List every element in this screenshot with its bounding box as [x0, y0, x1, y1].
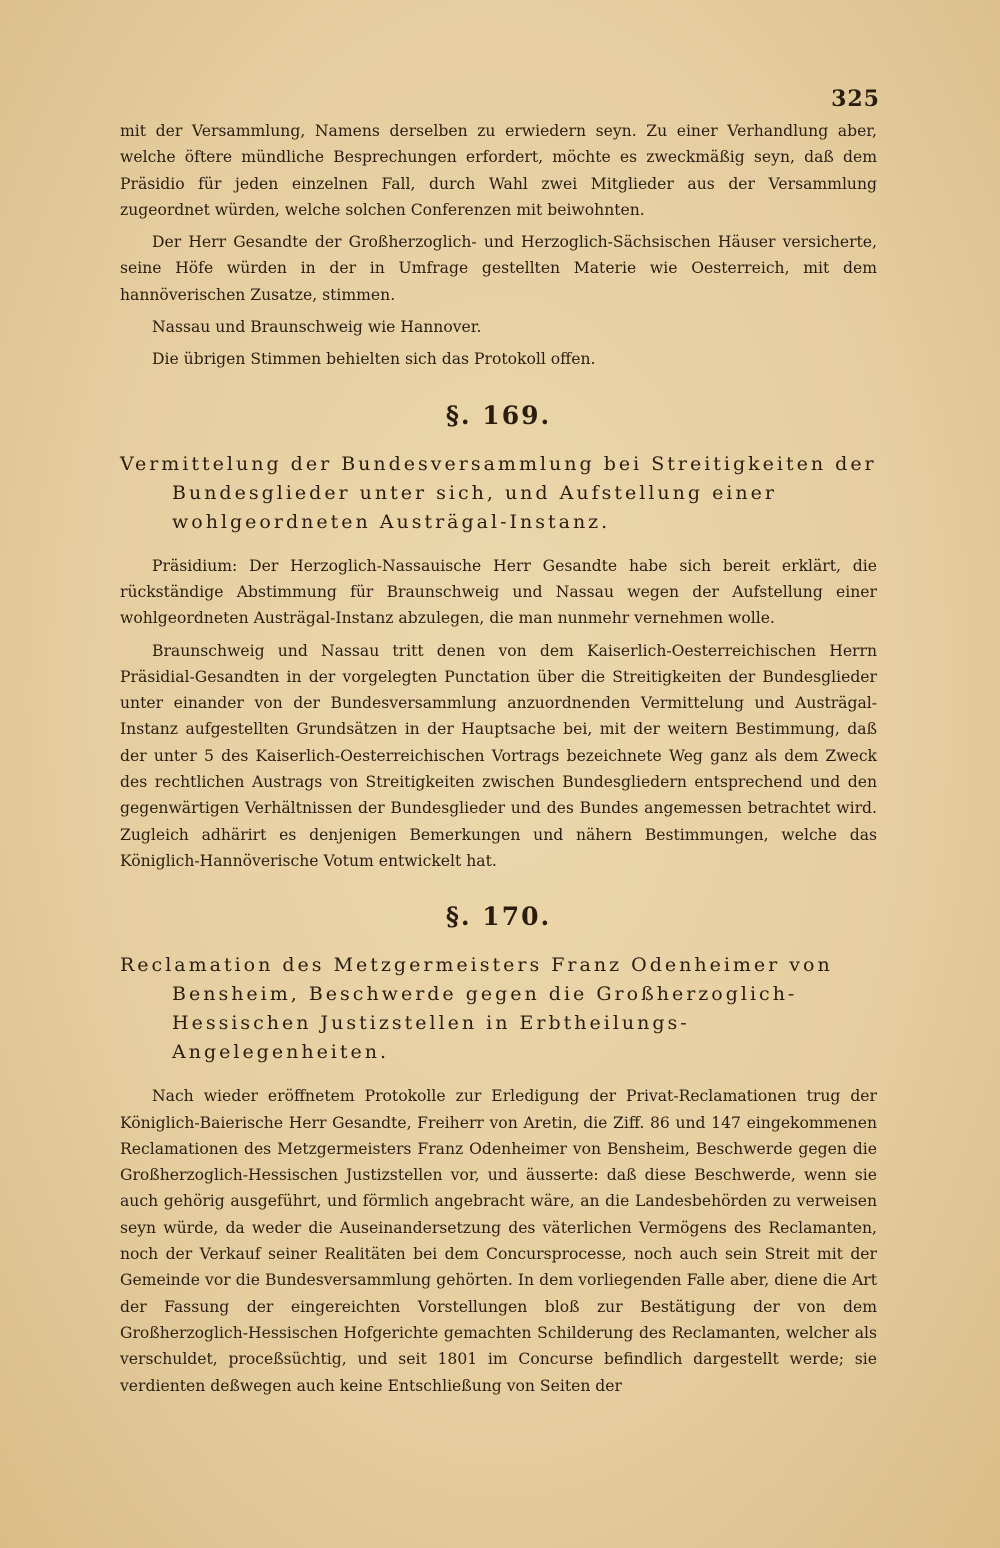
- page-content: [120, 118, 877, 1399]
- section-169-title: Vermittelung der Bundesversammlung bei Streitigkeiten der Bundesglieder unter sich, und Aufstellung einer wohlgeordneten Austrägal-Instanz.: [120, 452, 877, 533]
- paragraph-saxon-vote: Der Herr Gesandte der Großherzoglich- und Herzoglich-Sächsischen Häuser versicherte, seine Höfe würden in der in Umfrage gestellten Materie wie Oesterreich, mit dem hannöverischen Zusatze, stimmen.: [120, 233, 877, 304]
- paragraph-remaining-votes: Die übrigen Stimmen behielten sich das Protokoll offen.: [152, 350, 596, 369]
- paragraph-continuation: mit der Versammlung, Namens derselben zu erwiedern seyn. Zu einer Verhandlung aber, welche öftere mündliche Besprechungen erfordert, möchte es zweckmäßig seyn, daß dem Präsidio für jeden einzelnen Fall, durch Wahl zwei Mitglieder aus der Versammlung zugeordnet würden, welche solchen Conferenzen mit beiwohnten.: [120, 122, 877, 219]
- section-169-paragraph-braunschweig: Braunschweig und Nassau tritt denen von dem Kaiserlich-Oesterreichischen Herrn Präsidial-Gesandten in der vorgelegten Punctation über die Streitigkeiten der Bundesglieder unter einander von der Bundesversammlung anzuordnenden Vermittelung und Austrägal-Instanz aufgestellten Grundsätzen in der Hauptsache bei, mit der weitern Bestimmung, daß der unter 5 des Kaiserlich-Oesterreichischen Vortrags bezeichnete Weg ganz als dem Zweck des rechtlichen Austrags von Streitigkeiten zwischen Bundesgliedern entsprechend und den gegenwärtigen Verhältnissen der Bundesglieder und des Bundes angemessen betrachtet wird. Zugleich adhärirt es denjenigen Bemerkungen und nähern Bestimmungen, welche das Königlich-Hannöverische Votum entwickelt hat.: [120, 641, 877, 870]
- section-169-mark: §. 169.: [445, 400, 552, 430]
- section-170-paragraph-reclamation: Nach wieder eröffnetem Protokolle zur Erledigung der Privat-Reclamationen trug der Königlich-Baierische Herr Gesandte, Freiherr von Aretin, die Ziff. 86 und 147 eingekommenen Reclamationen des Metzgermeisters Franz Odenheimer von Bensheim, Beschwerde gegen die Großherzoglich-Hessischen Justizstellen vor, und äusserte: daß diese Beschwerde, wenn sie auch gehörig ausgeführt, und förmlich angebracht wäre, an die Landesbehörden zu verweisen seyn würde, da weder die Auseinandersetzung des väterlichen Vermögens des Reclamanten, noch der Verkauf seiner Realitäten bei dem Concursprocesse, noch auch sein Streit mit der Gemeinde vor die Bundesversammlung gehörten. In dem vorliegenden Falle aber, diene die Art der Fassung der eingereichten Vorstellungen bloß zur Bestätigung der von dem Großherzoglich-Hessischen Hofgerichte gemachten Schilderung des Reclamanten, welcher als verschuldet, proceßsüchtig, und seit 1801 im Concurse befindlich dargestellt werde; sie verdienten deßwegen auch keine Entschließung von Seiten der: [120, 1087, 877, 1395]
- section-170-title: Reclamation des Metzgermeisters Franz Odenheimer von Bensheim, Beschwerde gegen die Großherzoglich-Hessischen Justizstellen in Erbtheilungs-Angelegenheiten.: [120, 954, 833, 1064]
- page-number: 325: [831, 86, 880, 112]
- section-169-paragraph-presidium: Präsidium: Der Herzoglich-Nassauische Herr Gesandte habe sich bereit erklärt, die rückständige Abstimmung für Braunschweig und Nassau wegen der Aufstellung einer wohlgeordneten Austrägal-Instanz abzulegen, die man nunmehr vernehmen wolle.: [120, 556, 877, 628]
- paragraph-nassau-vote: Nassau und Braunschweig wie Hannover.: [152, 318, 482, 337]
- section-170-mark: §. 170.: [445, 902, 552, 932]
